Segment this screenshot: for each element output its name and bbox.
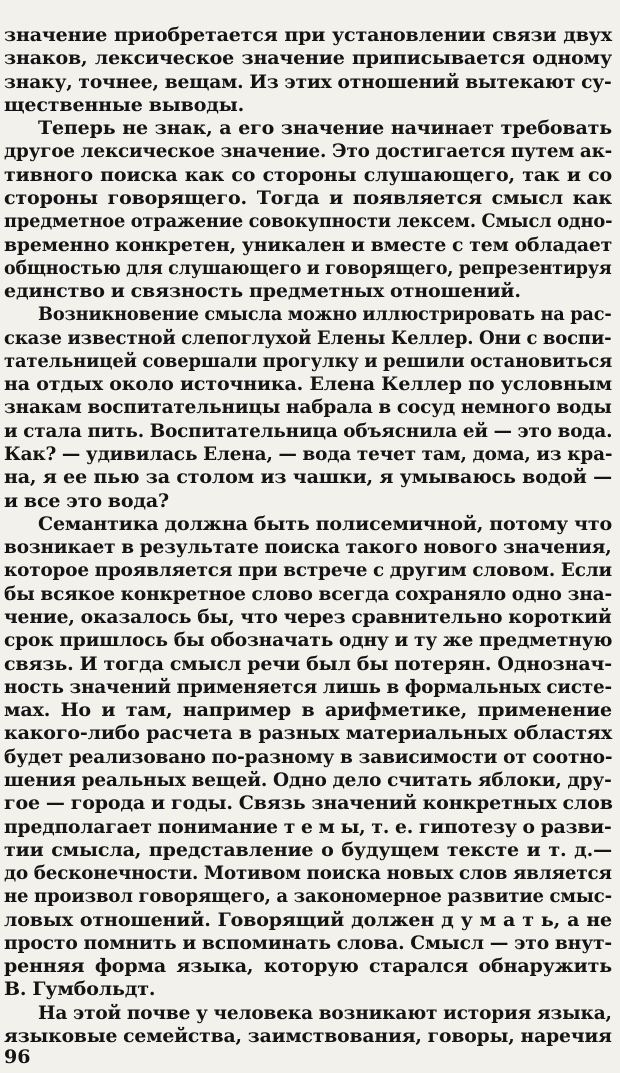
text-line: просто помнить и вспоминать слова. Смысл — это внут-	[4, 931, 613, 954]
text-line: сказе известной слепоглухой Елены Келлер. Они с воспи-	[4, 326, 612, 349]
text-line: на отдых около источника. Елена Келлер по условным	[4, 373, 612, 396]
text-line: Семантика должна быть полисемичной, потому что	[38, 512, 612, 535]
text-line: какого-либо расчета в разных материальных областях	[4, 722, 612, 745]
text-line: языковые семейства, заимствования, говоры, наречия	[4, 1025, 612, 1048]
text-line: На этой почве у человека возникают история языка,	[38, 1001, 612, 1024]
text-line: и все это вода?	[4, 489, 170, 512]
text-line: знаку, точнее, вещам. Из этих отношений вытекают су-	[4, 70, 612, 93]
text-line: знакам воспитательницы набрала в сосуд немного воды	[4, 396, 612, 419]
text-line: которое проявляется при встрече с другим словом. Если	[4, 559, 613, 582]
text-line: Теперь не знак, а его значение начинает требовать	[38, 117, 612, 140]
text-line: щественные выводы.	[4, 93, 245, 116]
text-line: мах. Но и там, например в арифметике, применение	[4, 699, 612, 722]
text-line: Как? — удивилась Елена, — вода течет там, дома, из кра-	[4, 443, 613, 466]
text-line: Возникновение смысла можно иллюстрировать на рас-	[38, 303, 612, 326]
text-line: ренняя форма языка, которую старался обнаружить	[4, 955, 612, 978]
text-line: чение, оказалось бы, что через сравнительно короткий	[4, 606, 612, 628]
text-line: тивного поиска как со стороны слушающего, так и со	[4, 163, 612, 186]
text-line: другое лексическое значение. Это достигается путем ак-	[4, 140, 613, 163]
text-line: на, я ее пью за столом из чашки, я умываюсь водой —	[4, 466, 612, 489]
text-line: временно конкретен, уникален и вместе с тем обладает	[4, 233, 613, 256]
text-line: стороны говорящего. Тогда и появляется смысл как	[4, 186, 612, 209]
text-line: общностью для слушающего и говорящего, репрезентируя	[4, 256, 612, 279]
text-line: бы всякое конкретное слово всегда сохраняло одно зна-	[4, 582, 613, 605]
text-line: предметное отражение совокупности лексем. Смысл одно-	[4, 210, 613, 233]
text-line: знаков, лексическое значение приписывается одному	[4, 47, 612, 70]
text-line: будет реализовано по-разному в зависимости от соотно-	[4, 745, 613, 768]
text-line: до бесконечности. Мотивом поиска новых слов является	[4, 862, 612, 885]
page-number: 96	[4, 1046, 31, 1068]
text-line: значение приобретается при установлении связи двух	[4, 24, 612, 46]
text-line: единство и связность предметных отношений.	[4, 280, 521, 303]
text-line: срок пришлось бы обозначать одну и ту же предметную	[4, 629, 613, 652]
text-line: связь. И тогда смысл речи был бы потерян. Однознач-	[4, 652, 612, 675]
text-line: ность значений применяется лишь в формальных систе-	[4, 675, 613, 698]
text-line: тательницей совершали прогулку и решили остановиться	[4, 349, 613, 372]
text-line: возникает в результате поиска такого нового значения,	[4, 536, 612, 559]
text-line: ловых отношений. Говорящий должен д у м а т ь, а не	[4, 908, 612, 931]
text-line: и стала пить. Воспитательница объяснила ей — это вода.	[4, 419, 613, 442]
text-line: тии смысла, представление о будущем тексте и т. д.—	[4, 838, 612, 861]
text-line: гое — города и годы. Связь значений конкретных слов	[4, 792, 613, 815]
text-line: шения реальных вещей. Одно дело считать яблоки, дру-	[4, 768, 612, 791]
text-line: предполагает понимание т е м ы, т. е. гипотезу о разви-	[4, 815, 612, 838]
text-line: В. Гумбольдт.	[4, 978, 156, 1001]
text-line: не произвол говорящего, а закономерное развитие смыс-	[4, 885, 612, 908]
